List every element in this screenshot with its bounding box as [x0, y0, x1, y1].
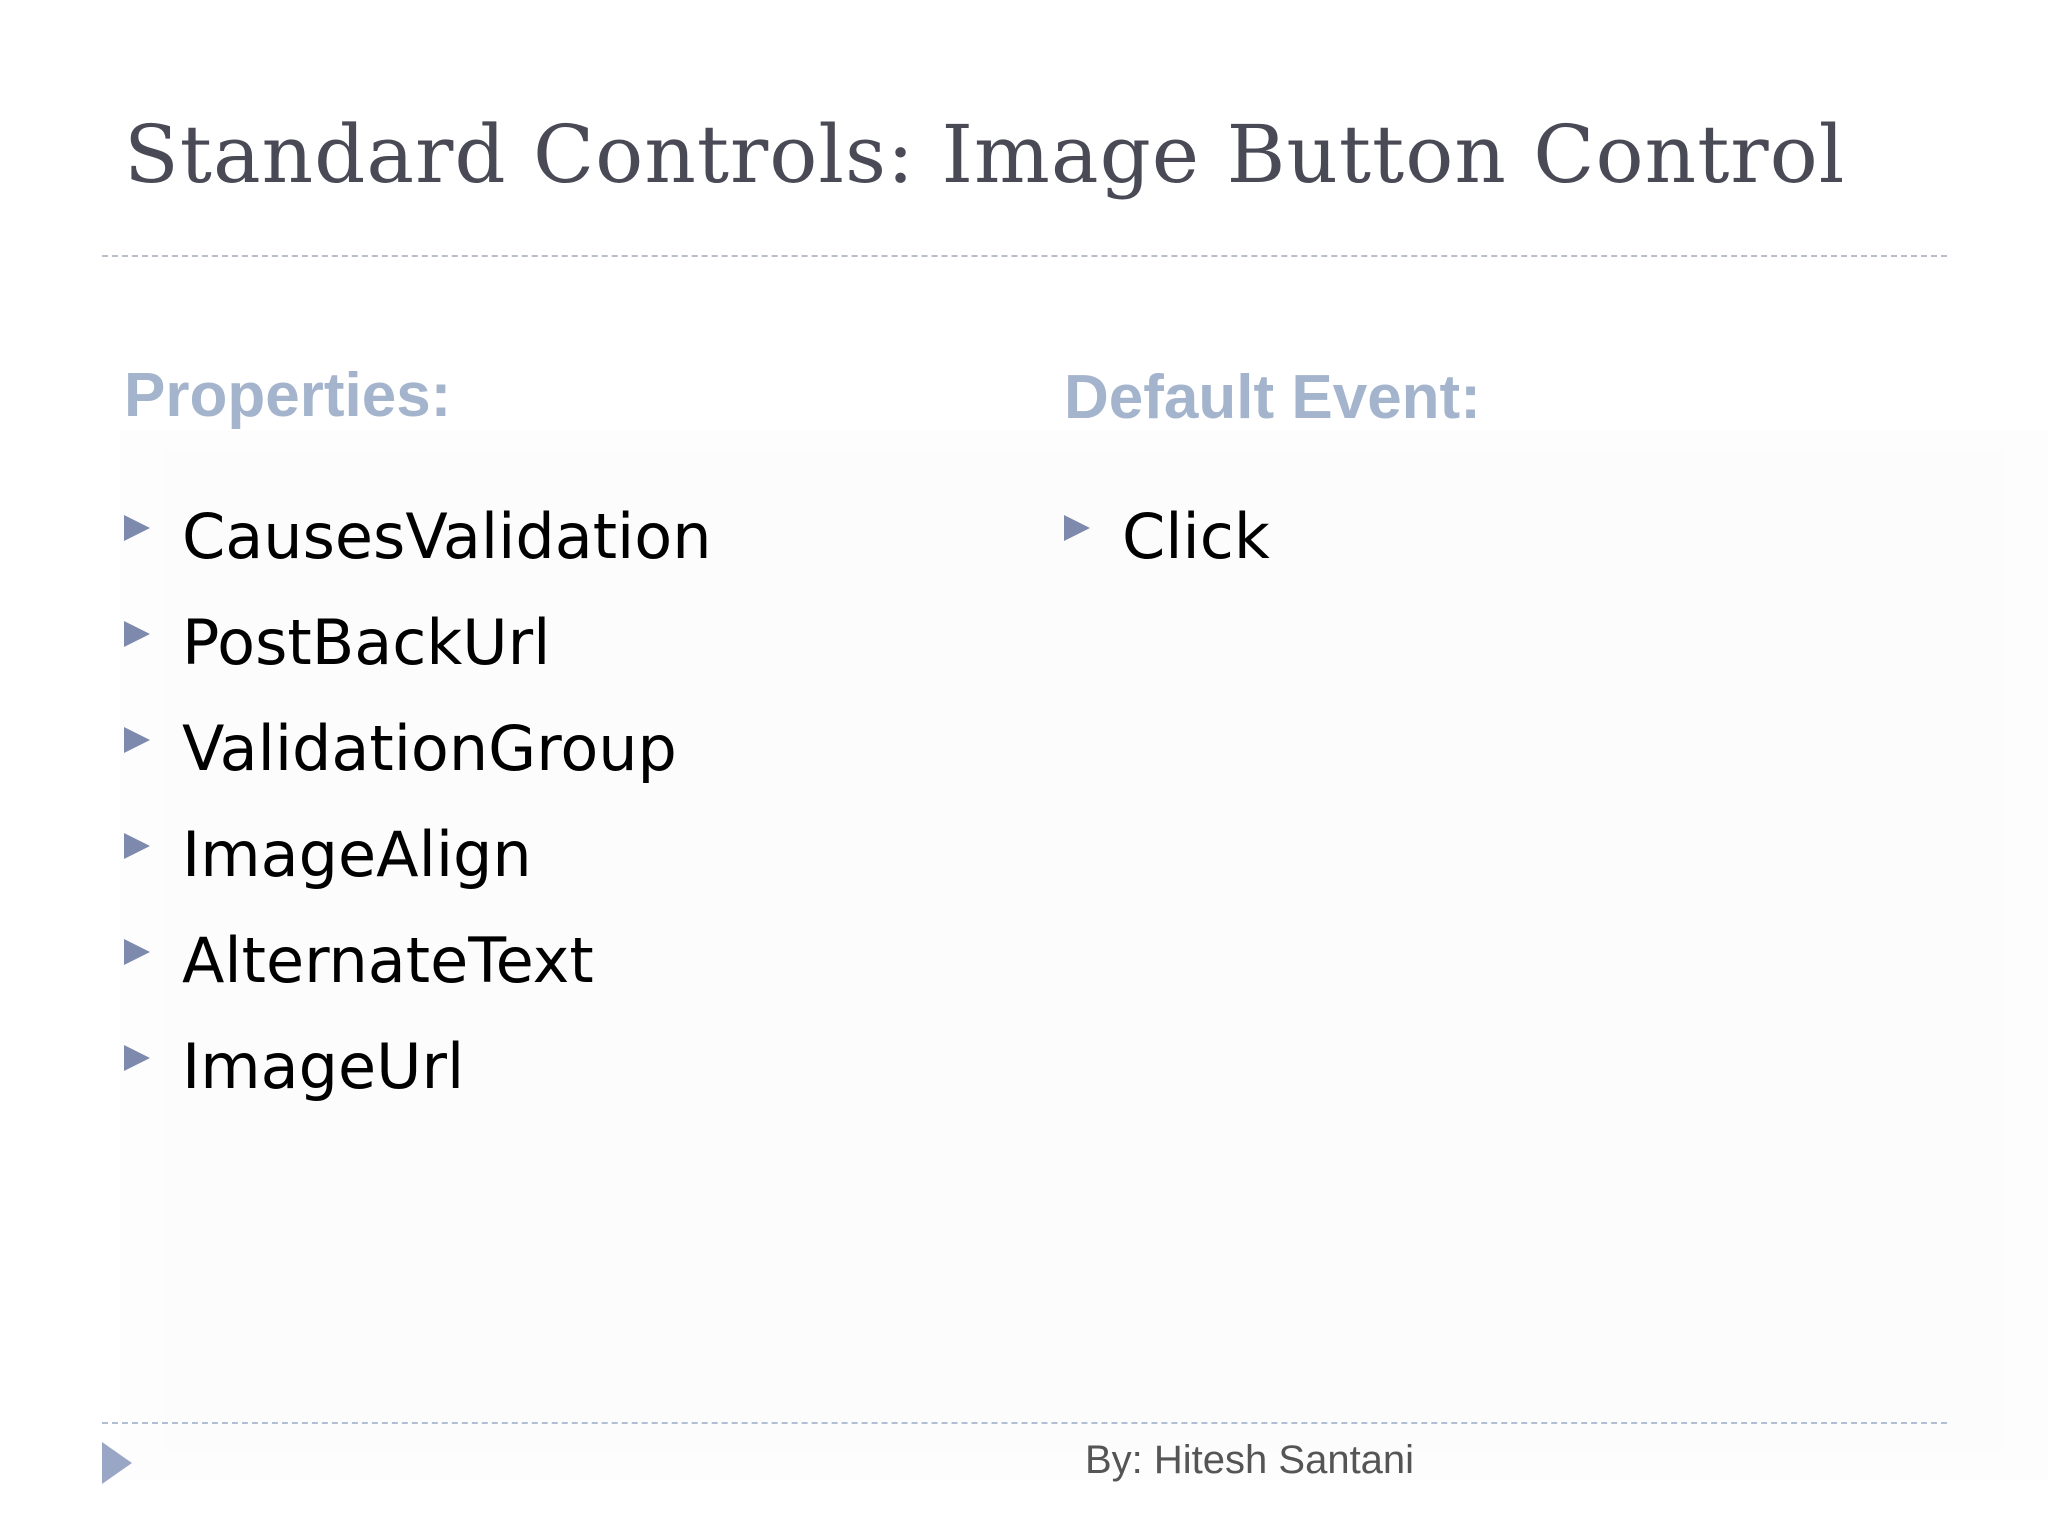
list-item	[124, 598, 711, 704]
list-item	[124, 704, 711, 810]
default-event-heading: Default Event:	[1064, 363, 1481, 432]
triangle-right-icon	[124, 1045, 150, 1071]
list-item	[124, 916, 711, 1022]
list-item	[124, 1022, 711, 1128]
triangle-right-icon	[124, 833, 150, 859]
default-event-list	[1064, 492, 1270, 598]
triangle-right-icon	[1064, 515, 1090, 541]
footer-divider	[102, 1422, 1947, 1424]
triangle-right-icon	[124, 727, 150, 753]
slide-title: Standard Controls: Image Button Control	[124, 108, 1846, 201]
footer-author: By: Hitesh Santani	[1085, 1438, 1415, 1482]
list-item	[1064, 492, 1270, 598]
triangle-right-icon	[124, 515, 150, 541]
triangle-right-icon	[124, 621, 150, 647]
triangle-right-icon	[124, 939, 150, 965]
properties-heading: Properties:	[124, 361, 452, 430]
properties-list	[124, 492, 711, 1128]
event-label: Click	[1122, 500, 1270, 573]
list-item	[124, 492, 711, 598]
property-label: ValidationGroup	[182, 712, 677, 785]
list-item	[124, 810, 711, 916]
property-label: ImageAlign	[182, 818, 532, 891]
property-label: ImageUrl	[182, 1030, 465, 1103]
title-divider	[102, 255, 1947, 257]
property-label: AlternateText	[182, 924, 594, 997]
property-label: PostBackUrl	[182, 606, 551, 679]
triangle-right-icon	[102, 1442, 132, 1484]
property-label: CausesValidation	[182, 500, 712, 573]
